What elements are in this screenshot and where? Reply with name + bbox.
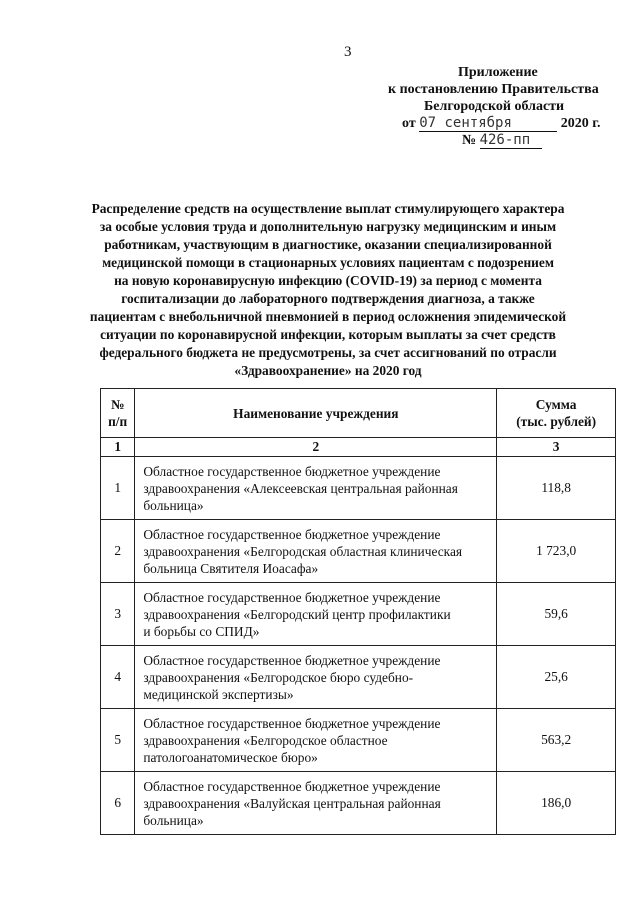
amount: 1 723,0 — [497, 520, 616, 583]
row-number: 3 — [101, 583, 135, 646]
title-line: медицинской помощи в стационарных условиях пациентам с подозрением — [102, 255, 554, 270]
institution-name-line: здравоохранения «Белгородское бюро судебно- — [143, 669, 414, 685]
column-number: 2 — [135, 438, 497, 457]
row-number: 1 — [101, 457, 135, 520]
distribution-table — [100, 388, 616, 835]
title-line: «Здравоохранение» на 2020 год — [234, 363, 422, 378]
institution-name-line: здравоохранения «Белгородский центр профилактики — [143, 606, 451, 622]
date-value: 07 сентября — [419, 115, 512, 131]
header-num-line1: № — [110, 397, 125, 412]
table-row — [101, 520, 616, 583]
institution-name-line: больница Святителя Иоасафа» — [143, 560, 319, 576]
institution-name-line: больница» — [143, 812, 204, 828]
institution-name-line: здравоохранения «Валуйская центральная районная — [143, 795, 441, 811]
table-row — [101, 457, 616, 520]
title-line: пациентам с внебольничной пневмонией в период осложнения эпидемической — [89, 309, 567, 324]
institution-name — [135, 646, 497, 709]
appendix-block — [380, 64, 620, 149]
header-name: Наименование учреждения — [135, 389, 497, 438]
table-row — [101, 709, 616, 772]
institution-name-line: здравоохранения «Белгородская областная клиническая — [143, 543, 463, 559]
amount: 25,6 — [497, 646, 616, 709]
table-row — [101, 583, 616, 646]
appendix-resolution: к постановлению Правительства — [388, 82, 599, 97]
amount: 59,6 — [497, 583, 616, 646]
header-sum-line1: Сумма — [535, 397, 577, 412]
amount: 563,2 — [497, 709, 616, 772]
column-number: 3 — [497, 438, 616, 457]
page-number: 3 — [344, 44, 352, 60]
institution-name — [135, 457, 497, 520]
header-num — [101, 389, 135, 438]
institution-name — [135, 709, 497, 772]
table-header-row — [101, 389, 616, 438]
row-number: 6 — [101, 772, 135, 835]
appendix-region: Белгородской области — [424, 99, 565, 114]
institution-name-line: здравоохранения «Алексеевская центральная районная — [143, 480, 458, 496]
title-line: работникам, участвующим в диагностике, оказании специализированной — [104, 237, 552, 252]
institution-name-line: больница» — [143, 497, 204, 513]
title-line: федерального бюджета не предусмотрены, за счет ассигнований по отрасли — [99, 345, 557, 360]
number-prefix: № — [462, 133, 477, 148]
institution-name-line: Областное государственное бюджетное учреждение — [143, 778, 441, 794]
column-number-row — [101, 438, 616, 457]
institution-name-line: медицинской экспертизы» — [143, 686, 294, 702]
table-row — [101, 646, 616, 709]
institution-name-line: и борьбы со СПИД» — [143, 623, 260, 639]
institution-name — [135, 583, 497, 646]
title-line: на новую коронавирусную инфекцию (COVID-19) за период с момента — [114, 273, 542, 288]
institution-name-line: Областное государственное бюджетное учреждение — [143, 589, 441, 605]
header-sum-line2: (тыс. рублей) — [516, 414, 597, 429]
row-number: 2 — [101, 520, 135, 583]
appendix-date-line — [380, 115, 620, 132]
header-sum — [497, 389, 616, 438]
institution-name-line: Областное государственное бюджетное учреждение — [143, 715, 441, 731]
title-line: госпитализации до лабораторного подтверждения диагноза, а также — [121, 291, 535, 306]
appendix-title: Приложение — [458, 65, 538, 80]
date-year: 2020 г. — [560, 116, 601, 131]
document-title — [88, 200, 568, 380]
institution-name — [135, 772, 497, 835]
table-row — [101, 772, 616, 835]
institution-name — [135, 520, 497, 583]
row-number: 5 — [101, 709, 135, 772]
number-value: 426-пп — [479, 132, 531, 148]
institution-name-line: патологоанатомическое бюро» — [143, 749, 318, 765]
institution-name-line: Областное государственное бюджетное учреждение — [143, 526, 441, 542]
amount: 118,8 — [497, 457, 616, 520]
institution-name-line: Областное государственное бюджетное учреждение — [143, 652, 441, 668]
title-line: ситуации по коронавирусной инфекции, которым выплаты за счет средств — [100, 327, 556, 342]
title-line: Распределение средств на осуществление выплат стимулирующего характера — [91, 201, 565, 216]
date-prefix: от — [402, 116, 416, 131]
date-field — [419, 116, 557, 132]
column-number: 1 — [101, 438, 135, 457]
appendix-number-line — [380, 132, 620, 149]
amount: 186,0 — [497, 772, 616, 835]
institution-name-line: Областное государственное бюджетное учреждение — [143, 463, 441, 479]
number-field — [480, 133, 542, 149]
institution-name-line: здравоохранения «Белгородское областное — [143, 732, 388, 748]
header-num-line2: п/п — [108, 414, 128, 429]
row-number: 4 — [101, 646, 135, 709]
title-line: за особые условия труда и дополнительную нагрузку медицинским и иным — [99, 219, 557, 234]
